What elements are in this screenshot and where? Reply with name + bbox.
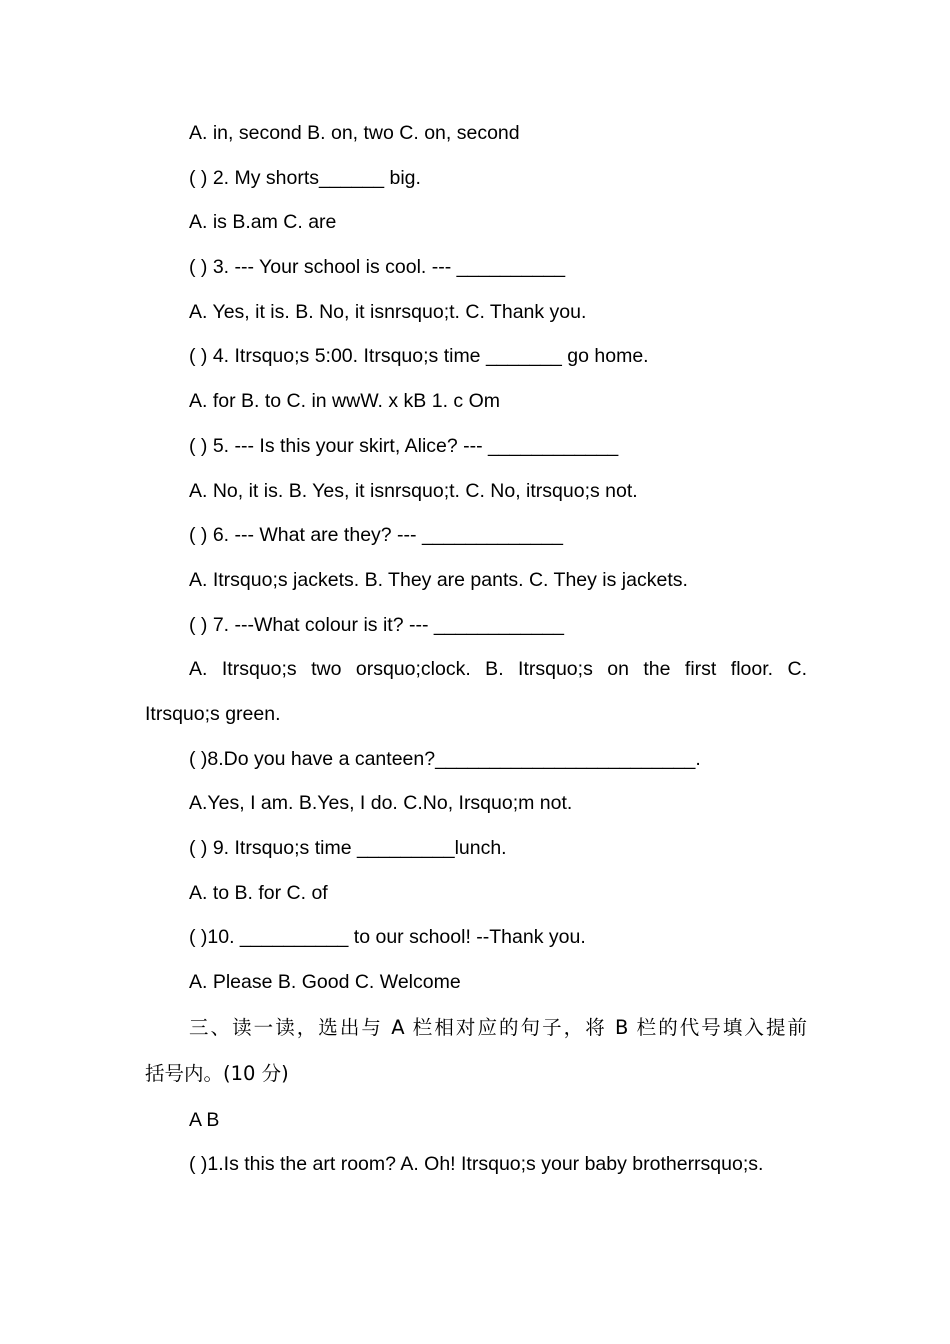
q8-question: ( )8.Do you have a canteen?________________________. (189, 747, 701, 770)
q7-options-line2: Itrsquo;s green. (145, 702, 281, 725)
q8-options: A.Yes, I am. B.Yes, I do. C.No, Irsquo;m not. (189, 792, 573, 815)
document-body (145, 111, 807, 1187)
q2-options: A. is B.am C. are (189, 211, 337, 234)
q6-options: A. Itrsquo;s jackets. B. They are pants. C. They is jackets. (189, 568, 688, 591)
q1-options: A. in, second B. on, two C. on, second (189, 122, 520, 144)
section-3-heading-line1: 三、读一读，选出与 A 栏相对应的句子，将 B 栏的代号填入提前 (189, 1015, 807, 1039)
q5-options: A. No, it is. B. Yes, it isnrsquo;t. C. No, itrsquo;s not. (189, 479, 638, 502)
q10-options: A. Please B. Good C. Welcome (189, 971, 461, 994)
column-headers: A B (189, 1108, 220, 1131)
q6-question: ( ) 6. --- What are they? --- _____________ (189, 524, 563, 547)
q7-question: ( ) 7. ---What colour is it? --- ____________ (189, 613, 564, 636)
match-item-1: ( )1.Is this the art room? A. Oh! Itrsquo;s your baby brotherrsquo;s. (189, 1153, 764, 1176)
q9-question: ( ) 9. Itrsquo;s time _________lunch. (189, 837, 507, 859)
section-3-heading (145, 1005, 807, 1098)
q7-options-line1: A. Itrsquo;s two orsquo;clock. B. Itrsquo;s on the first floor. C. (189, 658, 807, 681)
q2-question: ( ) 2. My shorts______ big. (189, 166, 421, 189)
q4-question: ( ) 4. Itrsquo;s 5:00. Itrsquo;s time _______ go home. (189, 345, 649, 368)
q3-question: ( ) 3. --- Your school is cool. --- __________ (189, 256, 566, 279)
q5-question: ( ) 5. --- Is this your skirt, Alice? --- ____________ (189, 434, 619, 457)
section-3-heading-line2: 括号内。(10 分) (145, 1062, 289, 1086)
q4-options: A. for B. to C. in wwW. x kB 1. c Om (189, 390, 500, 413)
q3-options: A. Yes, it is. B. No, it isnrsquo;t. C. Thank you. (189, 300, 587, 323)
q9-options: A. to B. for C. of (189, 881, 328, 904)
q7-options (145, 647, 807, 736)
q10-question: ( )10. __________ to our school! --Thank you. (189, 926, 586, 949)
